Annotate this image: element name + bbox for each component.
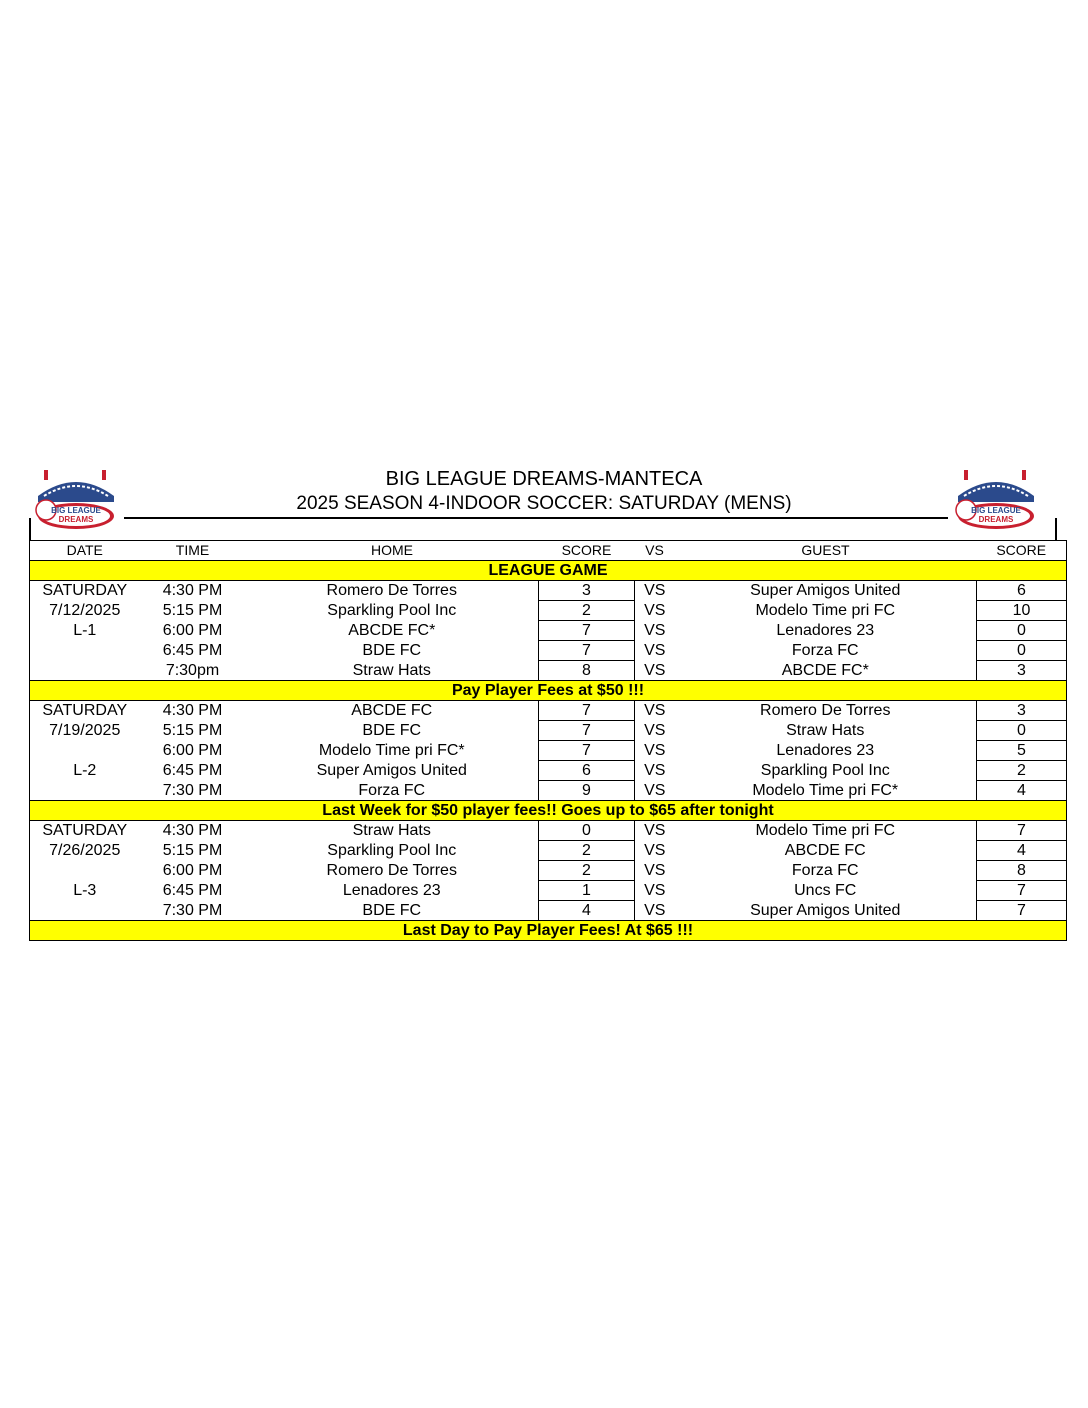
date-cell: 7/26/2025 [49, 842, 121, 859]
vs-cell: VS [644, 882, 666, 899]
column-header-date: DATE [30, 541, 140, 561]
guest-team-cell: Sparkling Pool Inc [760, 762, 890, 779]
table-row [30, 901, 1067, 921]
guest-team-cell: Forza FC [791, 862, 859, 879]
guest-score-cell: 3 [977, 701, 1067, 721]
guest-team-cell: Lenadores 23 [776, 742, 875, 759]
time-cell: 7:30 PM [162, 781, 223, 799]
time-cell: 7:30 PM [162, 901, 223, 919]
guest-team-cell: Super Amigos United [750, 901, 901, 919]
guest-team-cell: Modelo Time pri FC* [752, 781, 899, 799]
date-cell: SATURDAY [42, 582, 128, 600]
column-header-home-score: SCORE [539, 541, 635, 561]
page-subtitle: 2025 SEASON 4-INDOOR SOCCER: SATURDAY (MENS) [296, 493, 792, 514]
table-row [30, 641, 1067, 661]
column-header-home: HOME [246, 541, 539, 561]
table-row [30, 741, 1067, 761]
vs-cell: VS [644, 622, 666, 639]
vs-cell: VS [644, 642, 666, 659]
vs-cell: VS [644, 842, 666, 859]
date-cell [30, 641, 140, 661]
section-banner [30, 561, 1067, 581]
vs-cell: VS [644, 602, 666, 619]
home-score-cell: 2 [539, 601, 635, 621]
guest-team-cell: Romero De Torres [760, 702, 891, 720]
home-team-cell: BDE FC [362, 901, 422, 919]
column-header-vs: VS [635, 541, 675, 561]
home-team-cell: Romero De Torres [326, 862, 457, 879]
footer-banner [30, 921, 1067, 941]
table-row [30, 841, 1067, 861]
guest-score-cell: 0 [977, 641, 1067, 661]
column-header-guest: GUEST [675, 541, 977, 561]
vs-cell: VS [644, 762, 666, 779]
table-row [30, 861, 1067, 881]
schedule-table [29, 540, 1067, 941]
vs-cell: VS [644, 781, 666, 799]
section-banner-text: Pay Player Fees at $50 !!! [30, 681, 1067, 701]
home-team-cell: Super Amigos United [316, 762, 467, 779]
schedule-body [30, 561, 1067, 941]
home-score-cell: 3 [539, 581, 635, 601]
vs-cell: VS [644, 822, 666, 840]
footer-banner-text: Last Day to Pay Player Fees! At $65 !!! [30, 921, 1067, 941]
time-cell: 6:45 PM [162, 882, 223, 899]
home-score-cell: 1 [539, 881, 635, 901]
header-rule-right-tick [1055, 518, 1057, 540]
table-row [30, 821, 1067, 841]
column-header-guest-score: SCORE [977, 541, 1067, 561]
time-cell: 6:45 PM [162, 762, 223, 779]
date-cell [30, 741, 140, 761]
guest-team-cell: Uncs FC [794, 882, 857, 899]
table-row [30, 761, 1067, 781]
table-row [30, 721, 1067, 741]
guest-score-cell: 0 [977, 721, 1067, 741]
guest-score-cell: 5 [977, 741, 1067, 761]
home-score-cell: 7 [539, 741, 635, 761]
guest-score-cell: 7 [977, 881, 1067, 901]
guest-team-cell: Lenadores 23 [776, 622, 875, 639]
home-team-cell: ABCDE FC* [348, 622, 436, 639]
table-row [30, 701, 1067, 721]
date-cell [30, 861, 140, 881]
home-team-cell: Straw Hats [352, 661, 431, 679]
home-team-cell: Sparkling Pool Inc [327, 602, 457, 619]
svg-text:DREAMS: DREAMS [978, 515, 1014, 524]
guest-team-cell: ABCDE FC [784, 842, 866, 859]
home-score-cell: 7 [539, 641, 635, 661]
vs-cell: VS [644, 901, 666, 919]
time-cell: 6:00 PM [162, 742, 223, 759]
home-team-cell: Lenadores 23 [342, 882, 441, 899]
guest-score-cell: 7 [977, 901, 1067, 921]
vs-cell: VS [644, 661, 666, 679]
svg-text:BIG LEAGUE: BIG LEAGUE [51, 506, 101, 515]
time-cell: 6:45 PM [162, 642, 223, 659]
home-team-cell: BDE FC [362, 722, 422, 739]
home-score-cell: 7 [539, 721, 635, 741]
big-league-dreams-logo-right [950, 466, 1042, 532]
guest-team-cell: Modelo Time pri FC [755, 822, 896, 840]
home-score-cell: 9 [539, 781, 635, 801]
guest-team-cell: Forza FC [791, 642, 859, 659]
header-rule-left-tick [29, 518, 31, 540]
home-score-cell: 4 [539, 901, 635, 921]
table-row [30, 581, 1067, 601]
table-row [30, 621, 1067, 641]
home-team-cell: Modelo Time pri FC* [318, 742, 465, 759]
table-row [30, 781, 1067, 801]
time-cell: 5:15 PM [162, 602, 223, 619]
date-cell: L-3 [73, 882, 97, 899]
vs-cell: VS [644, 582, 666, 600]
svg-text:BIG LEAGUE: BIG LEAGUE [971, 506, 1021, 515]
vs-cell: VS [644, 862, 666, 879]
guest-score-cell: 3 [977, 661, 1067, 681]
vs-cell: VS [644, 702, 666, 720]
home-team-cell: Straw Hats [352, 822, 431, 840]
table-header-row [30, 541, 1067, 561]
date-cell [30, 781, 140, 801]
section-banner-text: LEAGUE GAME [30, 561, 1067, 581]
guest-team-cell: Modelo Time pri FC [755, 602, 896, 619]
vs-cell: VS [644, 742, 666, 759]
header-rule [124, 517, 948, 519]
home-score-cell: 2 [539, 841, 635, 861]
section-banner-text: Last Week for $50 player fees!! Goes up to $65 after tonight [30, 801, 1067, 821]
time-cell: 4:30 PM [162, 582, 223, 600]
date-cell: 7/19/2025 [49, 722, 121, 739]
guest-team-cell: Super Amigos United [750, 582, 901, 600]
guest-score-cell: 4 [977, 781, 1067, 801]
section-banner [30, 681, 1067, 701]
guest-score-cell: 8 [977, 861, 1067, 881]
time-cell: 6:00 PM [162, 862, 223, 879]
date-cell: SATURDAY [42, 702, 128, 720]
guest-score-cell: 10 [977, 601, 1067, 621]
home-score-cell: 2 [539, 861, 635, 881]
table-row [30, 601, 1067, 621]
date-cell: 7/12/2025 [49, 602, 121, 619]
date-cell: SATURDAY [42, 822, 128, 840]
page-header [0, 466, 1088, 524]
time-cell: 4:30 PM [162, 822, 223, 840]
home-score-cell: 0 [539, 821, 635, 841]
home-score-cell: 6 [539, 761, 635, 781]
home-score-cell: 8 [539, 661, 635, 681]
home-score-cell: 7 [539, 701, 635, 721]
page-title: BIG LEAGUE DREAMS-MANTECA [385, 468, 703, 490]
guest-score-cell: 7 [977, 821, 1067, 841]
date-cell [30, 661, 140, 681]
table-row [30, 881, 1067, 901]
date-cell: L-1 [73, 622, 97, 639]
guest-score-cell: 0 [977, 621, 1067, 641]
guest-score-cell: 2 [977, 761, 1067, 781]
column-header-time: TIME [140, 541, 246, 561]
home-team-cell: ABCDE FC [351, 702, 433, 720]
time-cell: 5:15 PM [162, 722, 223, 739]
home-score-cell: 7 [539, 621, 635, 641]
home-team-cell: BDE FC [362, 642, 422, 659]
guest-score-cell: 4 [977, 841, 1067, 861]
home-team-cell: Romero De Torres [326, 582, 457, 600]
date-cell: L-2 [73, 762, 97, 779]
date-cell [30, 901, 140, 921]
home-team-cell: Forza FC [358, 781, 426, 799]
time-cell: 5:15 PM [162, 842, 223, 859]
table-row [30, 661, 1067, 681]
big-league-dreams-logo-left [30, 466, 122, 532]
time-cell: 6:00 PM [162, 622, 223, 639]
svg-text:DREAMS: DREAMS [58, 515, 94, 524]
time-cell: 7:30pm [165, 661, 220, 679]
guest-score-cell: 6 [977, 581, 1067, 601]
guest-team-cell: ABCDE FC* [781, 661, 869, 679]
home-team-cell: Sparkling Pool Inc [327, 842, 457, 859]
section-banner [30, 801, 1067, 821]
vs-cell: VS [644, 722, 666, 739]
guest-team-cell: Straw Hats [786, 722, 865, 739]
time-cell: 4:30 PM [162, 702, 223, 720]
